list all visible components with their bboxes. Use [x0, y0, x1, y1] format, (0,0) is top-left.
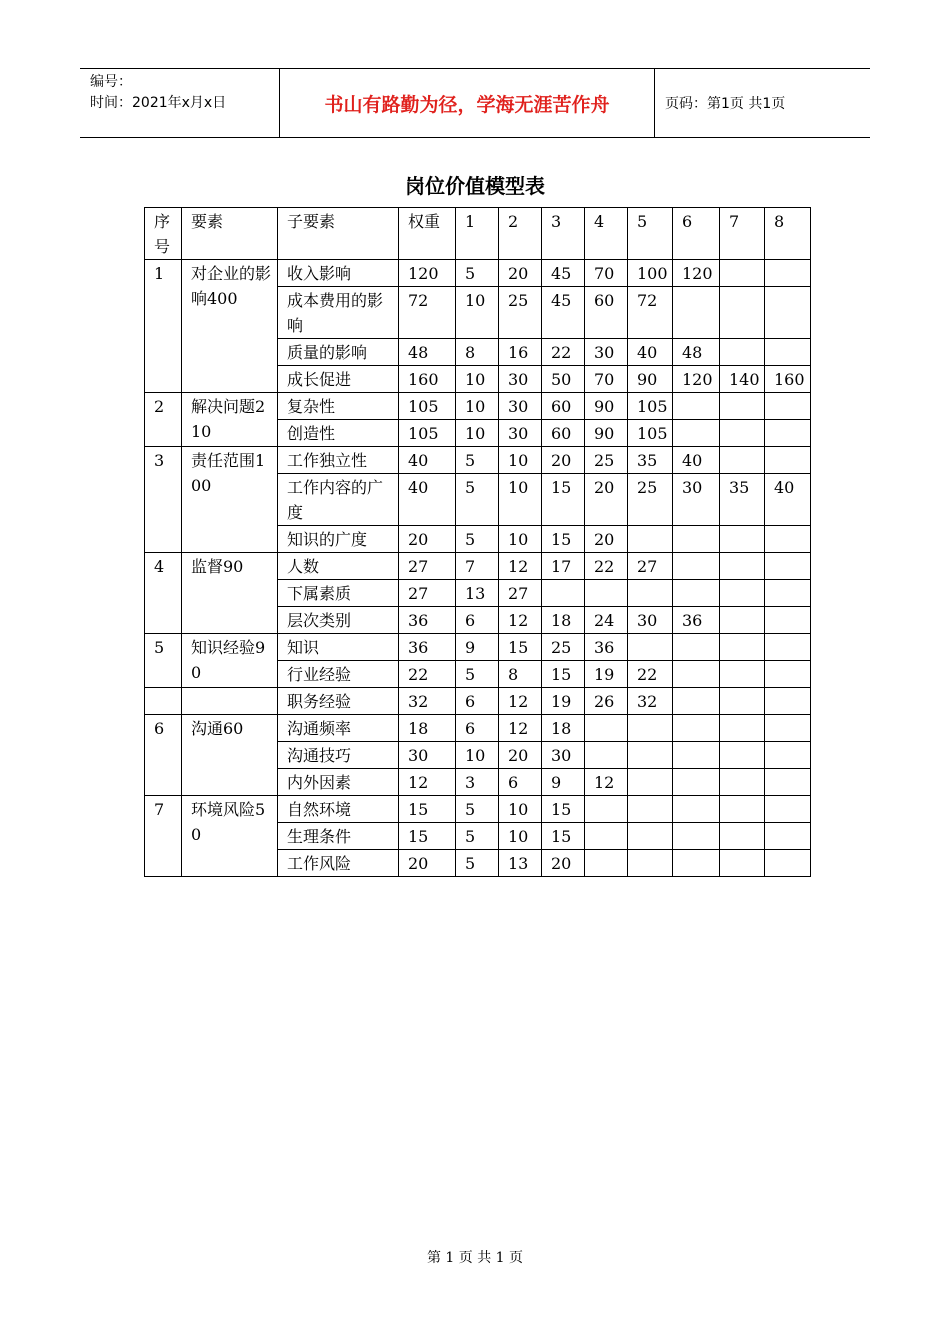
- weight-cell: 36: [399, 634, 456, 661]
- level-cell: [673, 634, 720, 661]
- level-cell: 9: [542, 769, 585, 796]
- level-cell: [720, 769, 765, 796]
- element-cell: 环境风险50: [182, 796, 278, 877]
- sub-element-cell: 工作风险: [278, 850, 399, 877]
- level-cell: 6: [456, 715, 499, 742]
- table-row: [145, 796, 811, 823]
- level-cell: [720, 607, 765, 634]
- weight-cell: 20: [399, 526, 456, 553]
- level-cell: 120: [673, 260, 720, 287]
- level-cell: [673, 661, 720, 688]
- header-meta: [80, 69, 280, 137]
- seq-cell: 7: [145, 796, 182, 877]
- level-cell: [720, 287, 765, 339]
- level-cell: 5: [456, 474, 499, 526]
- sub-element-cell: 知识的广度: [278, 526, 399, 553]
- sub-element-cell: 沟通技巧: [278, 742, 399, 769]
- weight-cell: 72: [399, 287, 456, 339]
- level-cell: 5: [456, 661, 499, 688]
- number-label: 编号：: [90, 74, 132, 90]
- level-cell: [720, 850, 765, 877]
- table-row: [145, 447, 811, 474]
- level-cell: [765, 769, 811, 796]
- level-cell: 40: [628, 339, 673, 366]
- table-row: [145, 260, 811, 287]
- level-cell: 5: [456, 823, 499, 850]
- level-cell: 5: [456, 447, 499, 474]
- header-slogan: 书山有路勤为径，学海无涯苦作舟: [280, 69, 655, 137]
- weight-cell: 27: [399, 580, 456, 607]
- level-cell: 120: [673, 366, 720, 393]
- weight-cell: 32: [399, 688, 456, 715]
- level-cell: 30: [673, 474, 720, 526]
- seq-cell: 1: [145, 260, 182, 393]
- table-row: [145, 393, 811, 420]
- level-cell: 15: [542, 796, 585, 823]
- weight-cell: 40: [399, 447, 456, 474]
- level-cell: 15: [542, 823, 585, 850]
- sub-element-cell: 沟通频率: [278, 715, 399, 742]
- level-cell: [673, 823, 720, 850]
- level-cell: [720, 260, 765, 287]
- level-cell: [585, 580, 628, 607]
- level-cell: 16: [499, 339, 542, 366]
- weight-cell: 120: [399, 260, 456, 287]
- level-cell: 27: [499, 580, 542, 607]
- level-cell: 10: [499, 796, 542, 823]
- level-cell: [720, 420, 765, 447]
- level-cell: 15: [542, 474, 585, 526]
- level-cell: [673, 850, 720, 877]
- sub-element-cell: 成长促进: [278, 366, 399, 393]
- sub-element-cell: 工作内容的广度: [278, 474, 399, 526]
- level-cell: 5: [456, 796, 499, 823]
- level-cell: 105: [628, 393, 673, 420]
- level-cell: [765, 447, 811, 474]
- level-cell: 100: [628, 260, 673, 287]
- seq-cell: [145, 688, 182, 715]
- level-cell: [585, 715, 628, 742]
- value-model-table: [144, 207, 811, 877]
- sub-element-cell: 自然环境: [278, 796, 399, 823]
- level-cell: [765, 661, 811, 688]
- weight-cell: 27: [399, 553, 456, 580]
- level-cell: [628, 580, 673, 607]
- header-cell: 子要素: [278, 208, 399, 260]
- seq-cell: 4: [145, 553, 182, 634]
- level-cell: 22: [585, 553, 628, 580]
- weight-cell: 12: [399, 769, 456, 796]
- sub-element-cell: 职务经验: [278, 688, 399, 715]
- level-cell: 6: [499, 769, 542, 796]
- level-cell: 5: [456, 850, 499, 877]
- level-cell: [765, 607, 811, 634]
- sub-element-cell: 知识: [278, 634, 399, 661]
- level-cell: 12: [499, 607, 542, 634]
- level-cell: 12: [585, 769, 628, 796]
- table-header-row: [145, 208, 811, 260]
- weight-cell: 15: [399, 823, 456, 850]
- header-cell: 权重: [399, 208, 456, 260]
- level-cell: 18: [542, 607, 585, 634]
- level-cell: [720, 447, 765, 474]
- level-cell: [673, 688, 720, 715]
- level-cell: 3: [456, 769, 499, 796]
- level-cell: [628, 796, 673, 823]
- level-cell: [628, 850, 673, 877]
- level-cell: 18: [542, 715, 585, 742]
- level-cell: 36: [585, 634, 628, 661]
- seq-cell: 6: [145, 715, 182, 796]
- level-cell: [585, 823, 628, 850]
- level-cell: [720, 393, 765, 420]
- sub-element-cell: 生理条件: [278, 823, 399, 850]
- level-cell: [628, 823, 673, 850]
- level-cell: [542, 580, 585, 607]
- level-cell: 40: [765, 474, 811, 526]
- seq-cell: 3: [145, 447, 182, 553]
- level-cell: 6: [456, 607, 499, 634]
- header-cell: 4: [585, 208, 628, 260]
- level-cell: 19: [542, 688, 585, 715]
- level-cell: [585, 796, 628, 823]
- level-cell: [765, 287, 811, 339]
- level-cell: [765, 580, 811, 607]
- element-cell: [182, 688, 278, 715]
- document-title: 岗位价值模型表: [405, 174, 545, 198]
- level-cell: [765, 634, 811, 661]
- sub-element-cell: 成本费用的影响: [278, 287, 399, 339]
- level-cell: [673, 796, 720, 823]
- level-cell: 30: [499, 393, 542, 420]
- level-cell: 40: [673, 447, 720, 474]
- weight-cell: 36: [399, 607, 456, 634]
- level-cell: 60: [542, 420, 585, 447]
- level-cell: 105: [628, 420, 673, 447]
- level-cell: 12: [499, 715, 542, 742]
- level-cell: [673, 287, 720, 339]
- level-cell: [720, 634, 765, 661]
- level-cell: [720, 688, 765, 715]
- level-cell: 20: [585, 526, 628, 553]
- level-cell: [628, 634, 673, 661]
- level-cell: 25: [499, 287, 542, 339]
- sub-element-cell: 收入影响: [278, 260, 399, 287]
- level-cell: [765, 742, 811, 769]
- level-cell: 15: [542, 526, 585, 553]
- header-cell: 3: [542, 208, 585, 260]
- weight-cell: 20: [399, 850, 456, 877]
- level-cell: 72: [628, 287, 673, 339]
- level-cell: [720, 796, 765, 823]
- level-cell: [673, 420, 720, 447]
- level-cell: 70: [585, 366, 628, 393]
- seq-cell: 5: [145, 634, 182, 688]
- level-cell: 12: [499, 553, 542, 580]
- level-cell: 13: [456, 580, 499, 607]
- level-cell: [673, 526, 720, 553]
- sub-element-cell: 行业经验: [278, 661, 399, 688]
- level-cell: [628, 769, 673, 796]
- level-cell: 30: [542, 742, 585, 769]
- level-cell: [720, 823, 765, 850]
- level-cell: 25: [585, 447, 628, 474]
- level-cell: [765, 260, 811, 287]
- sub-element-cell: 内外因素: [278, 769, 399, 796]
- seq-cell: 2: [145, 393, 182, 447]
- table-row: [145, 688, 811, 715]
- sub-element-cell: 工作独立性: [278, 447, 399, 474]
- level-cell: 12: [499, 688, 542, 715]
- level-cell: 30: [499, 366, 542, 393]
- level-cell: [673, 715, 720, 742]
- weight-cell: 48: [399, 339, 456, 366]
- weight-cell: 40: [399, 474, 456, 526]
- table-row: [145, 634, 811, 661]
- level-cell: 26: [585, 688, 628, 715]
- header-cell: 8: [765, 208, 811, 260]
- level-cell: [720, 553, 765, 580]
- level-cell: 90: [585, 393, 628, 420]
- weight-cell: 105: [399, 420, 456, 447]
- level-cell: [765, 339, 811, 366]
- page-header: [80, 68, 870, 138]
- level-cell: 19: [585, 661, 628, 688]
- level-cell: [673, 769, 720, 796]
- level-cell: 10: [499, 474, 542, 526]
- element-cell: 解决问题210: [182, 393, 278, 447]
- level-cell: 15: [499, 634, 542, 661]
- level-cell: 10: [456, 742, 499, 769]
- header-cell: 2: [499, 208, 542, 260]
- level-cell: [628, 526, 673, 553]
- level-cell: [765, 553, 811, 580]
- level-cell: 30: [499, 420, 542, 447]
- sub-element-cell: 下属素质: [278, 580, 399, 607]
- level-cell: 24: [585, 607, 628, 634]
- weight-cell: 160: [399, 366, 456, 393]
- header-cell: 序号: [145, 208, 182, 260]
- level-cell: 25: [628, 474, 673, 526]
- level-cell: 10: [499, 526, 542, 553]
- element-cell: 监督90: [182, 553, 278, 634]
- level-cell: 36: [673, 607, 720, 634]
- level-cell: [765, 688, 811, 715]
- level-cell: 90: [585, 420, 628, 447]
- level-cell: 60: [585, 287, 628, 339]
- level-cell: [765, 823, 811, 850]
- level-cell: 30: [585, 339, 628, 366]
- level-cell: [628, 742, 673, 769]
- level-cell: [673, 742, 720, 769]
- level-cell: 20: [542, 850, 585, 877]
- level-cell: 10: [456, 366, 499, 393]
- level-cell: 5: [456, 260, 499, 287]
- header-cell: 6: [673, 208, 720, 260]
- level-cell: [765, 715, 811, 742]
- level-cell: 13: [499, 850, 542, 877]
- time-label: 时间：2021年x月x日: [90, 95, 227, 111]
- level-cell: 45: [542, 287, 585, 339]
- level-cell: [765, 420, 811, 447]
- level-cell: 160: [765, 366, 811, 393]
- level-cell: 15: [542, 661, 585, 688]
- level-cell: [585, 850, 628, 877]
- sub-element-cell: 层次类别: [278, 607, 399, 634]
- level-cell: [673, 553, 720, 580]
- level-cell: 50: [542, 366, 585, 393]
- level-cell: 32: [628, 688, 673, 715]
- level-cell: [765, 796, 811, 823]
- level-cell: 25: [542, 634, 585, 661]
- page-footer: 第 1 页 共 1 页: [426, 1250, 524, 1266]
- level-cell: 90: [628, 366, 673, 393]
- sub-element-cell: 人数: [278, 553, 399, 580]
- element-cell: 知识经验90: [182, 634, 278, 688]
- level-cell: [720, 580, 765, 607]
- table-row: [145, 553, 811, 580]
- level-cell: 5: [456, 526, 499, 553]
- weight-cell: 105: [399, 393, 456, 420]
- level-cell: 35: [720, 474, 765, 526]
- header-cell: 5: [628, 208, 673, 260]
- header-page-info: 页码：第1页 共1页: [665, 96, 786, 112]
- level-cell: 8: [499, 661, 542, 688]
- element-cell: 沟通60: [182, 715, 278, 796]
- level-cell: 17: [542, 553, 585, 580]
- level-cell: 10: [499, 823, 542, 850]
- level-cell: 30: [628, 607, 673, 634]
- table-row: [145, 715, 811, 742]
- level-cell: [765, 526, 811, 553]
- weight-cell: 18: [399, 715, 456, 742]
- level-cell: 22: [628, 661, 673, 688]
- level-cell: 22: [542, 339, 585, 366]
- level-cell: 10: [456, 393, 499, 420]
- level-cell: 10: [499, 447, 542, 474]
- level-cell: [720, 526, 765, 553]
- level-cell: 20: [499, 260, 542, 287]
- weight-cell: 22: [399, 661, 456, 688]
- level-cell: 45: [542, 260, 585, 287]
- sub-element-cell: 复杂性: [278, 393, 399, 420]
- header-cell: 要素: [182, 208, 278, 260]
- level-cell: 35: [628, 447, 673, 474]
- level-cell: 7: [456, 553, 499, 580]
- level-cell: [585, 742, 628, 769]
- level-cell: [673, 393, 720, 420]
- table-body: [145, 208, 811, 877]
- level-cell: 20: [585, 474, 628, 526]
- level-cell: [720, 339, 765, 366]
- level-cell: [765, 393, 811, 420]
- level-cell: 20: [499, 742, 542, 769]
- level-cell: [720, 742, 765, 769]
- header-cell: 7: [720, 208, 765, 260]
- element-cell: 对企业的影响400: [182, 260, 278, 393]
- element-cell: 责任范围100: [182, 447, 278, 553]
- level-cell: 9: [456, 634, 499, 661]
- level-cell: [720, 715, 765, 742]
- level-cell: 70: [585, 260, 628, 287]
- level-cell: 60: [542, 393, 585, 420]
- level-cell: [765, 850, 811, 877]
- level-cell: 140: [720, 366, 765, 393]
- level-cell: 10: [456, 287, 499, 339]
- level-cell: [628, 715, 673, 742]
- sub-element-cell: 创造性: [278, 420, 399, 447]
- level-cell: 10: [456, 420, 499, 447]
- level-cell: [673, 580, 720, 607]
- level-cell: 6: [456, 688, 499, 715]
- level-cell: 20: [542, 447, 585, 474]
- header-cell: 1: [456, 208, 499, 260]
- level-cell: 27: [628, 553, 673, 580]
- level-cell: 8: [456, 339, 499, 366]
- weight-cell: 30: [399, 742, 456, 769]
- level-cell: [720, 661, 765, 688]
- weight-cell: 15: [399, 796, 456, 823]
- sub-element-cell: 质量的影响: [278, 339, 399, 366]
- level-cell: 48: [673, 339, 720, 366]
